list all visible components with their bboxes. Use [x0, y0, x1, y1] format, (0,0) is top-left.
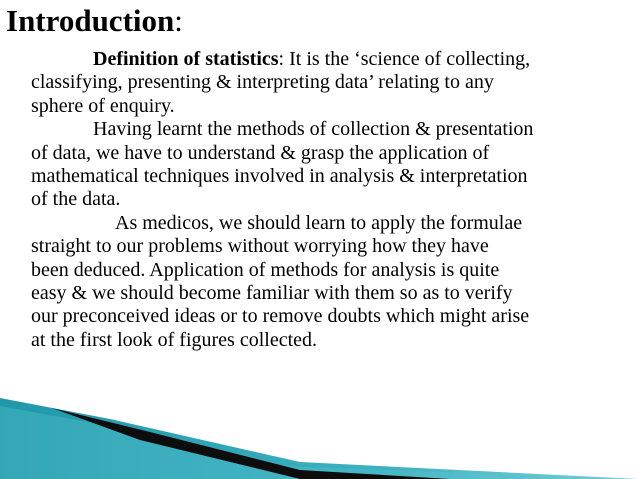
- paragraph-3-line-3: been deduced. Application of methods for analysis is quite: [31, 258, 500, 281]
- dark-swoosh-shape: [52, 408, 450, 479]
- definition-line-1: [31, 48, 631, 71]
- paragraph-3-line-6: at the first look of figures collected.: [31, 328, 318, 351]
- paragraph-3-line-5: our preconceived ideas or to remove doubts which might arise: [31, 305, 530, 328]
- definition-line-3: sphere of enquiry.: [31, 94, 175, 117]
- paragraph-3-line-4: easy & we should become familiar with them so as to verify: [31, 281, 513, 304]
- slide-body: [31, 48, 631, 352]
- teal-swoosh-shape: [0, 398, 638, 479]
- definition-line-1-rest: : It is the ‘science of collecting,: [278, 48, 531, 70]
- paragraph-3-line-1: As medicos, we should learn to apply the formulae: [115, 211, 523, 234]
- teal-swoosh-highlight: [0, 406, 638, 479]
- definition-term: Definition of statistics: [93, 48, 279, 70]
- paragraph-2-line-1: Having learnt the methods of collection & presentation: [93, 118, 534, 141]
- paragraph-2-line-4: of the data.: [31, 188, 121, 211]
- slide-title: [6, 2, 183, 40]
- paragraph-2-line-2: of data, we have to understand & grasp the application of: [31, 141, 490, 164]
- paragraph-3-line-2: straight to our problems without worrying how they have: [31, 235, 489, 258]
- slide-title-colon: :: [174, 3, 183, 38]
- paragraph-2-line-3: mathematical techniques involved in analysis & interpretation: [31, 164, 528, 187]
- slide-title-text: Introduction: [6, 3, 175, 38]
- definition-line-2: classifying, presenting & interpreting data’ relating to any: [31, 71, 494, 94]
